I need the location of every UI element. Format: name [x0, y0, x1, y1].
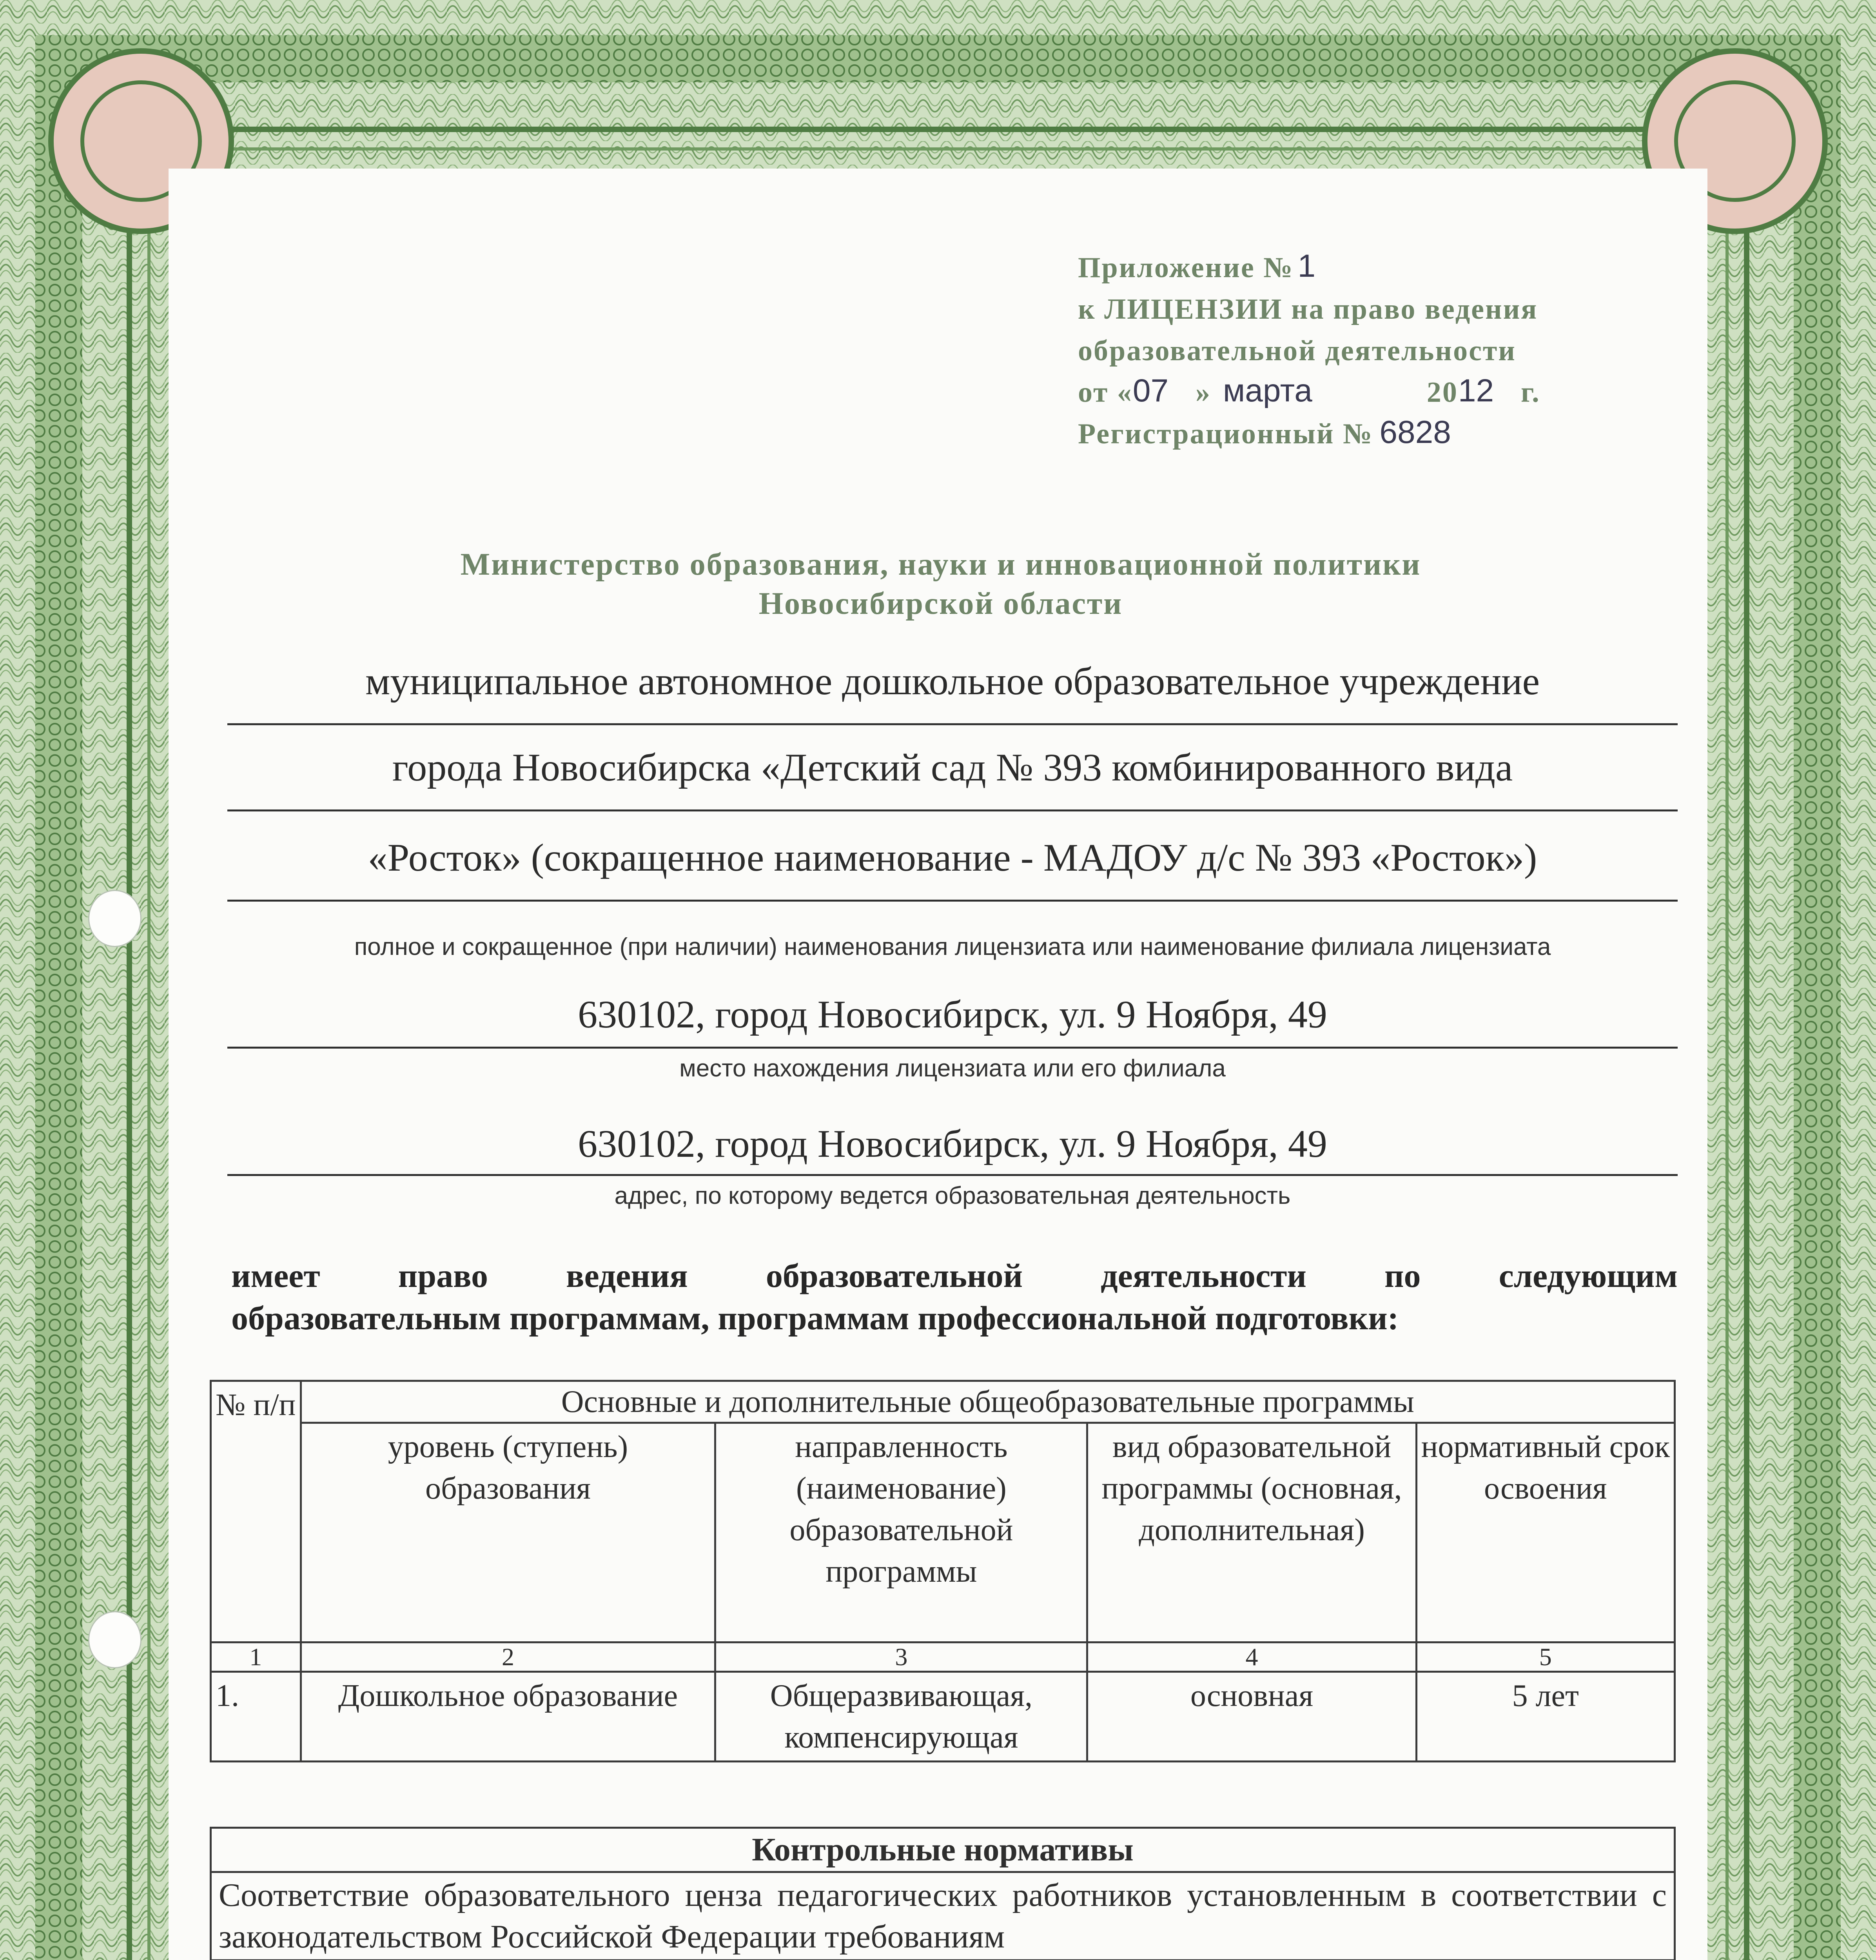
col-number-1: 1 [211, 1642, 301, 1672]
table-row [211, 1672, 1675, 1762]
underline-3 [227, 900, 1678, 902]
address-caption: адрес, по которому ведется образовательная деятельность [614, 1182, 1291, 1209]
row-level: Дошкольное образование [301, 1672, 715, 1762]
group-header: Основные и дополнительные общеобразовательные программы [301, 1381, 1675, 1423]
col-number-2: 2 [301, 1642, 715, 1672]
date-mid: » [1195, 376, 1211, 408]
address-value: 630102, город Новосибирск, ул. 9 Ноября, 49 [578, 1122, 1327, 1165]
registration-number: 6828 [1379, 414, 1451, 450]
row-term: 5 лет [1416, 1672, 1675, 1762]
licensee-name-line-1: муниципальное автономное дошкольное образовательное учреждение [365, 659, 1540, 703]
underline-location [227, 1047, 1678, 1049]
rights-line-1: имеет право ведения образовательной деятельности по следующим [231, 1257, 1678, 1294]
licensee-name-line-3: «Росток» (сокращенное наименование - МАДОУ д/с № 393 «Росток») [368, 836, 1537, 879]
date-day: 07 [1132, 373, 1169, 408]
rights-statement [231, 1254, 1678, 1339]
col-direction-header: направленность (наименование) образовательной программы [715, 1423, 1087, 1642]
punch-hole-lower [88, 1611, 142, 1668]
programs-header-row-1 [211, 1381, 1675, 1423]
ministry-heading [235, 545, 1646, 623]
col-number-4: 4 [1087, 1642, 1416, 1672]
col-level-header: уровень (ступень) образования [301, 1423, 715, 1642]
col-number-3: 3 [715, 1642, 1087, 1672]
appendix-number-row [1078, 243, 1627, 285]
control-norms-table [210, 1827, 1676, 1960]
programs-header-row-2 [211, 1423, 1675, 1642]
appendix-date-row [1078, 368, 1627, 409]
registration-label: Регистрационный № [1078, 418, 1373, 450]
control-norms-title: Контрольные нормативы [211, 1828, 1675, 1872]
licensee-caption: полное и сокращенное (при наличии) наименования лицензиата или наименование филиала лицензиата [354, 933, 1551, 960]
punch-hole-upper [88, 890, 142, 947]
col-no-header: № п/п [211, 1381, 301, 1642]
control-norm-item: Соответствие образовательного ценза педагогических работников установленным в соответствии с законодательством Российской Федерации требованиям [211, 1872, 1675, 1960]
licensee-name-line-2: города Новосибирска «Детский сад № 393 комбинированного вида [392, 746, 1513, 789]
underline-1 [227, 723, 1678, 725]
date-year-suffix: 12 [1458, 373, 1494, 408]
appendix-number: 1 [1297, 248, 1316, 284]
ministry-line-2: Новосибирской области [758, 586, 1123, 621]
col-number-5: 5 [1416, 1642, 1675, 1672]
date-year-prefix: 20 [1426, 376, 1458, 408]
location-caption: место нахождения лицензиата или его филиала [679, 1055, 1226, 1082]
row-direction: Общеразвивающая, компенсирующая [715, 1672, 1087, 1762]
appendix-license-line: к ЛИЦЕНЗИИ на право ведения [1078, 293, 1538, 325]
location-value: 630102, город Новосибирск, ул. 9 Ноября, 49 [578, 993, 1327, 1036]
col-term-header: нормативный срок освоения [1416, 1423, 1675, 1642]
appendix-label: Приложение № [1078, 252, 1294, 284]
date-month: марта [1223, 373, 1312, 408]
ministry-line-1: Министерство образования, науки и инновационной политики [460, 547, 1421, 582]
row-no: 1. [211, 1672, 301, 1762]
programs-table [210, 1380, 1676, 1762]
appendix-header [1078, 243, 1627, 451]
appendix-activity-line: образовательной деятельности [1078, 335, 1516, 367]
registration-row [1078, 409, 1627, 451]
col-type-header: вид образовательной программы (основная, дополнительная) [1087, 1423, 1416, 1642]
rights-line-2: образовательным программам, программам профессиональной подготовки: [231, 1299, 1399, 1337]
date-prefix: от « [1078, 376, 1133, 408]
column-numbers-row [211, 1642, 1675, 1672]
underline-2 [227, 809, 1678, 811]
underline-address [227, 1174, 1678, 1176]
row-type: основная [1087, 1672, 1416, 1762]
date-year-g: г. [1520, 376, 1540, 408]
